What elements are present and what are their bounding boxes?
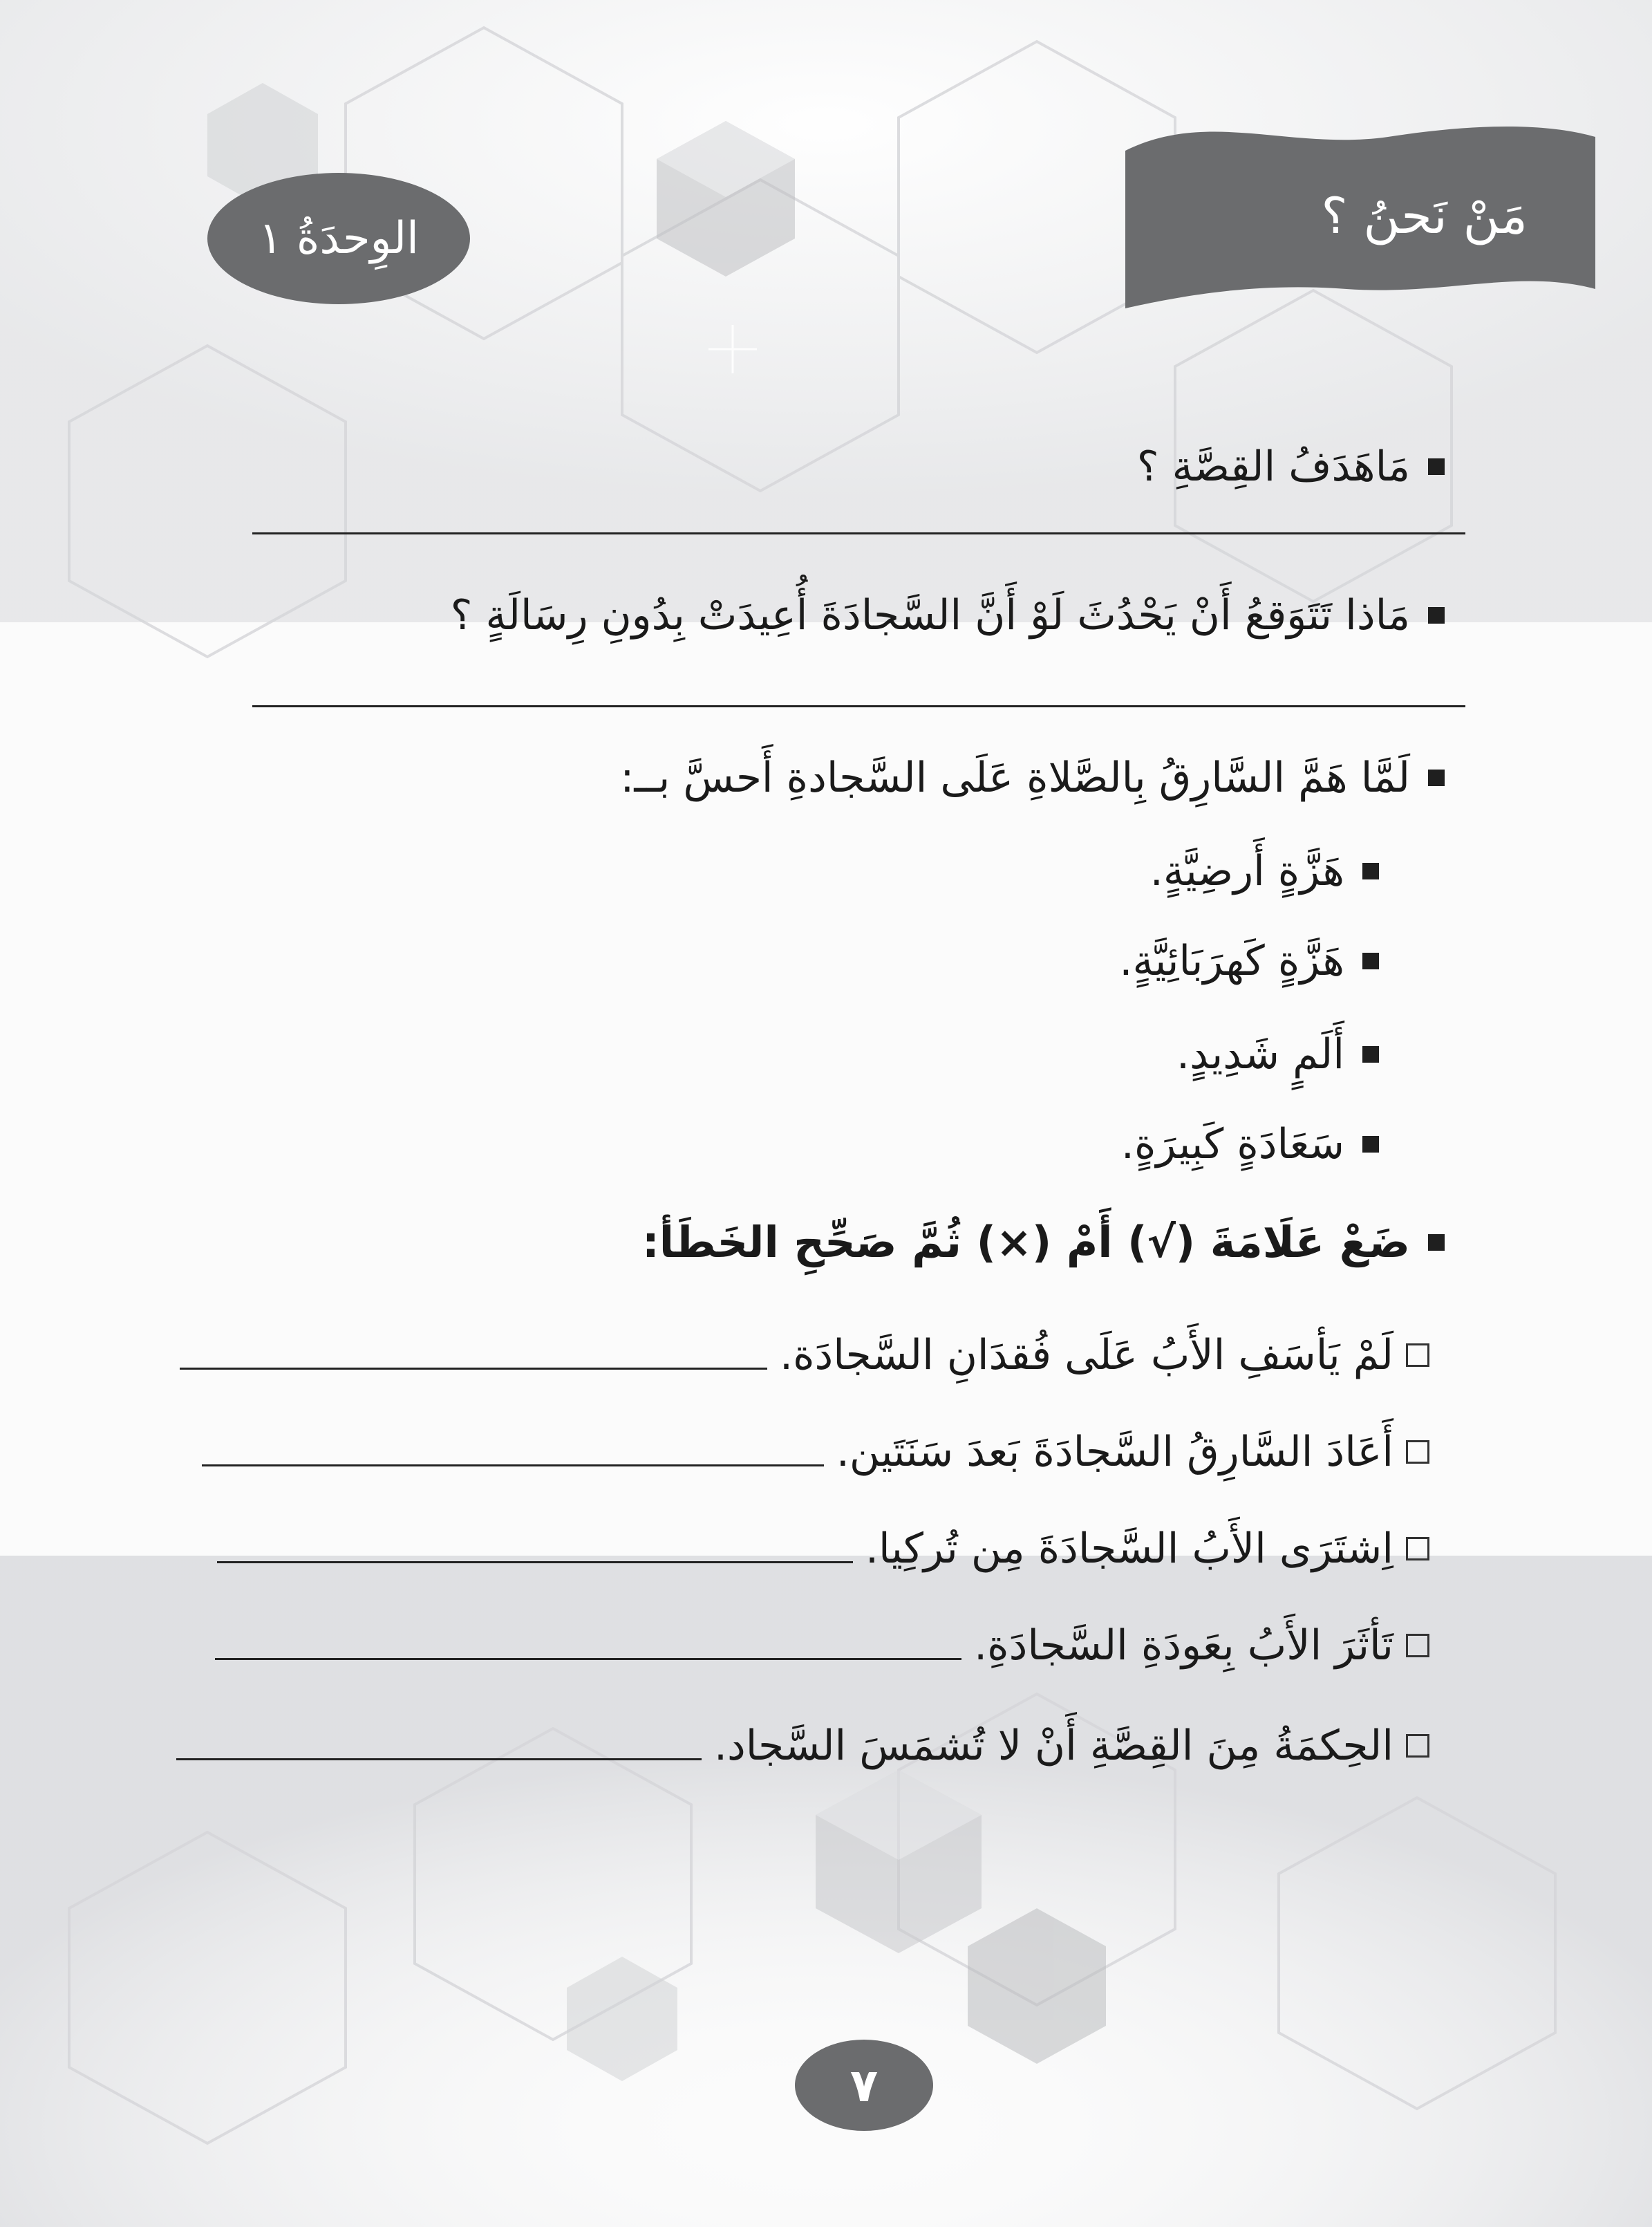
choice-text: أَلَمٍ شَدِيدٍ. xyxy=(1176,1030,1344,1079)
correction-line[interactable] xyxy=(215,1658,961,1660)
question-text: مَاهَدَفُ القِصَّةِ ؟ xyxy=(1136,442,1410,491)
statement-2 xyxy=(202,1428,1429,1476)
question-text: مَاذا تَتَوَقعُ أَنْ يَحْدُثَ لَوْ أَنَّ السَّجادَةَ أُعِيدَتْ بِدُونِ رِسَالَةٍ ؟ xyxy=(450,591,1410,640)
correction-line[interactable] xyxy=(176,1758,702,1760)
square-bullet-icon xyxy=(1428,607,1445,624)
square-bullet-icon xyxy=(1362,863,1379,879)
question-3 xyxy=(620,754,1445,802)
statement-text: أَعَادَ السَّارِقُ السَّجادَةَ بَعدَ سَنَتَين. xyxy=(836,1428,1393,1476)
checkbox[interactable] xyxy=(1406,1734,1429,1758)
choice-text: هَزَّةٍ أَرضِيَّةٍ. xyxy=(1149,847,1344,895)
answer-line-2[interactable] xyxy=(252,705,1465,707)
statement-1 xyxy=(180,1331,1429,1379)
question-text: لَمَّا هَمَّ السَّارِقُ بِالصَّلاةِ عَلَى السَّجادةِ أَحسَّ بــ: xyxy=(620,754,1410,802)
instruction-text: ضَعْ عَلَامَةَ (√) أَمْ (×) ثُمَّ صَحِّحِ الخَطَأ: xyxy=(642,1217,1410,1267)
unit-badge xyxy=(207,173,470,304)
answer-line-1[interactable] xyxy=(252,532,1465,534)
page-number-badge xyxy=(795,2040,933,2131)
statement-text: لَمْ يَأسَفِ الأَبُ عَلَى فُقدَانِ السَّجادَة. xyxy=(780,1331,1393,1379)
square-bullet-icon xyxy=(1428,770,1445,786)
instruction-heading xyxy=(642,1217,1445,1267)
choice-1[interactable] xyxy=(1150,847,1379,895)
square-bullet-icon xyxy=(1362,1046,1379,1063)
statement-5 xyxy=(176,1722,1429,1770)
choice-2[interactable] xyxy=(1119,937,1379,985)
lesson-title: مَنْ نَحنُ ؟ xyxy=(1321,187,1528,245)
choice-3[interactable] xyxy=(1176,1030,1379,1079)
checkbox[interactable] xyxy=(1406,1634,1429,1657)
checkbox[interactable] xyxy=(1406,1440,1429,1464)
statement-text: الحِكمَةُ مِنَ القِصَّةِ أَنْ لا تُشمَسَ السَّجاد. xyxy=(713,1722,1393,1770)
correction-line[interactable] xyxy=(202,1464,824,1466)
checkbox[interactable] xyxy=(1406,1343,1429,1367)
square-bullet-icon xyxy=(1362,953,1379,969)
checkbox[interactable] xyxy=(1406,1537,1429,1560)
choice-4[interactable] xyxy=(1121,1120,1379,1168)
square-bullet-icon xyxy=(1428,1234,1445,1251)
statement-3 xyxy=(217,1525,1429,1573)
statement-4 xyxy=(215,1621,1429,1670)
square-bullet-icon xyxy=(1362,1136,1379,1153)
question-1 xyxy=(1137,442,1445,491)
page-number: ٧ xyxy=(850,2058,879,2112)
correction-line[interactable] xyxy=(217,1561,853,1563)
choice-text: هَزَّةٍ كَهرَبَائِيَّةٍ. xyxy=(1119,937,1344,985)
correction-line[interactable] xyxy=(180,1368,767,1370)
unit-label: الوِحدَةُ ١ xyxy=(259,213,419,264)
question-2 xyxy=(451,591,1445,640)
square-bullet-icon xyxy=(1428,458,1445,475)
statement-text: اِشتَرَى الأَبُ السَّجادَةَ مِن تُركِيا. xyxy=(865,1525,1393,1573)
choice-text: سَعَادَةٍ كَبِيرَةٍ. xyxy=(1120,1120,1344,1168)
statement-text: تَأثَرَ الأَبُ بِعَودَةِ السَّجادَةِ. xyxy=(974,1621,1393,1670)
